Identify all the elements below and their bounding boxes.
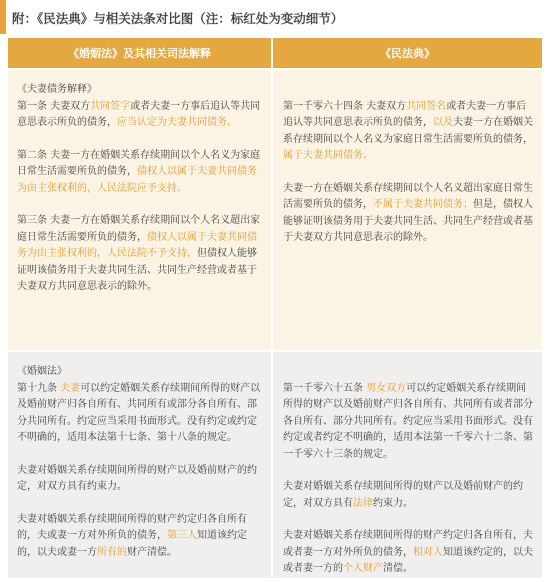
article-text: 夫妻对婚姻关系存续期间所得的财产约定归各自所有的，夫或妻一方对外所负的债务， <box>17 513 247 541</box>
article-text: 财产清偿。 <box>127 546 177 558</box>
article-paragraph <box>17 463 263 496</box>
article-paragraph <box>283 528 534 578</box>
article-text: 第一千零六十四条 夫妻双方 <box>283 100 407 112</box>
article-text: 第三条 夫妻一方在婚姻关系存续期间以个人名义超出家庭日常生活需要所负的债务， <box>17 215 261 243</box>
highlighted-change-text: 属于夫妻共同债务。 <box>283 150 373 161</box>
cell-property-old-law <box>8 352 271 578</box>
article-text: 知道该约定的，以夫或妻一方 <box>17 530 247 558</box>
article-text: 清偿。 <box>383 563 413 574</box>
highlighted-change-text: 不属于夫妻共同债务； <box>373 199 473 210</box>
article-text: 夫妻对婚姻关系存续期间所得的财产以及婚前财产的约定，对双方具有 <box>283 481 523 509</box>
highlighted-change-text: 男女双方 <box>366 382 407 394</box>
section-heading-spacer <box>283 82 534 99</box>
article-text: 或者夫妻一方事后追认等共同意思表示所负的债务， <box>283 100 527 128</box>
header-left: 《婚姻法》及其相关司法解释 <box>8 38 271 68</box>
highlighted-change-text: 所有的 <box>97 546 127 558</box>
cell-debt-civil-code <box>273 70 542 350</box>
comparison-table <box>8 38 542 578</box>
article-paragraph <box>17 381 263 447</box>
article-text: 夫妻一方在婚姻关系存续期间以个人名义为家庭日常生活需要所负的债务， <box>283 117 533 145</box>
article-text: 夫妻对婚姻关系存续期间所得的财产以及婚前财产的约定，对双方具有约束力。 <box>17 464 257 492</box>
article-text: 但债权人能够证明该债务用于夫妻共同生活、共同生产经营或者基于夫妻双方共同意思表示的除外。 <box>17 248 257 292</box>
article-text: 第一条 夫妻双方 <box>17 100 91 112</box>
page-title-bar <box>0 0 550 34</box>
article-paragraph <box>17 148 263 198</box>
article-text: 第十九条 <box>17 382 61 394</box>
section-heading: 《夫妻债务解释》 <box>17 84 97 95</box>
article-paragraph <box>283 99 534 165</box>
article-paragraph <box>17 99 263 132</box>
highlighted-change-text: 法律 <box>353 497 373 509</box>
highlighted-change-text: 债权人以属于夫妻共同债务为由主张权利的，人民法院不予支持， <box>17 231 257 259</box>
page-title: 附：《民法典》与相关法条对比图（注：标红处为变动细节） <box>12 11 344 26</box>
header-right: 《民法典》 <box>273 38 542 68</box>
article-text: 但是，债权人能够证明该债务用于夫妻共同生活、共同生产经营或者基于夫妻双方共同意思表示的除外。 <box>283 199 533 243</box>
article-paragraph <box>17 512 263 562</box>
article-text: 约束力。 <box>373 497 413 509</box>
highlighted-change-text: 第三人 <box>167 530 197 541</box>
section-heading: 《婚姻法》 <box>17 366 67 377</box>
highlighted-change-text: 共同签字 <box>90 100 131 112</box>
highlighted-change-text: 相对人 <box>413 546 443 558</box>
article-text: 夫妻一方在婚姻关系存续期间以个人名义超出家庭日常生活需要所负的债务， <box>283 182 533 210</box>
highlighted-change-text: 应当认定为夫妻共同债务。 <box>117 117 237 128</box>
article-text: 可以约定婚姻关系存续期间所得的财产以及婚前财产归各自所有、共同所有或部分各自所有、部分共同所有。约定应当采用书面形式。没有约定或约定不明确的，适用本法第十七条、第十八条的规定。 <box>17 382 261 443</box>
highlighted-change-text: 以及 <box>433 117 453 128</box>
cell-debt-old-law <box>8 70 271 350</box>
cell-property-civil-code <box>273 352 542 578</box>
highlighted-change-text: 个人财产 <box>343 563 383 574</box>
highlighted-change-text: 债权人以属于夫妻共同债务为由主张权利的，人民法院应予支持。 <box>17 166 257 194</box>
article-text: 或者夫妻一方事后追认等共同意思表示所负的债务， <box>17 100 261 128</box>
article-paragraph <box>283 479 534 512</box>
article-paragraph <box>17 213 263 296</box>
article-text: 第一千零六十五条 <box>283 382 367 394</box>
article-text: 知道该约定的，以夫或者妻一方的 <box>283 546 533 574</box>
section-heading-spacer <box>283 364 534 381</box>
highlighted-change-text: 共同签名 <box>406 100 447 112</box>
article-text: 可以约定婚姻关系存续期间所得的财产以及婚前财产归各自所有、共同所有或者部分各自所有、部分共同所有。约定应当采用书面形式。没有约定或者约定不明确的，适用本法第一千零六十二条、第一千零六十三条的规定。 <box>283 382 533 460</box>
article-paragraph <box>283 381 534 464</box>
article-paragraph <box>283 181 534 247</box>
highlighted-change-text: 夫妻 <box>60 382 81 394</box>
title-accent-bar <box>0 0 6 34</box>
article-text: 第二条 夫妻一方在婚姻关系存续期间以个人名义为家庭日常生活需要所负的债务， <box>17 149 261 177</box>
article-text: 夫妻对婚姻关系存续期间所得的财产约定归各自所有，夫或者妻一方对外所负的债务， <box>283 530 533 558</box>
